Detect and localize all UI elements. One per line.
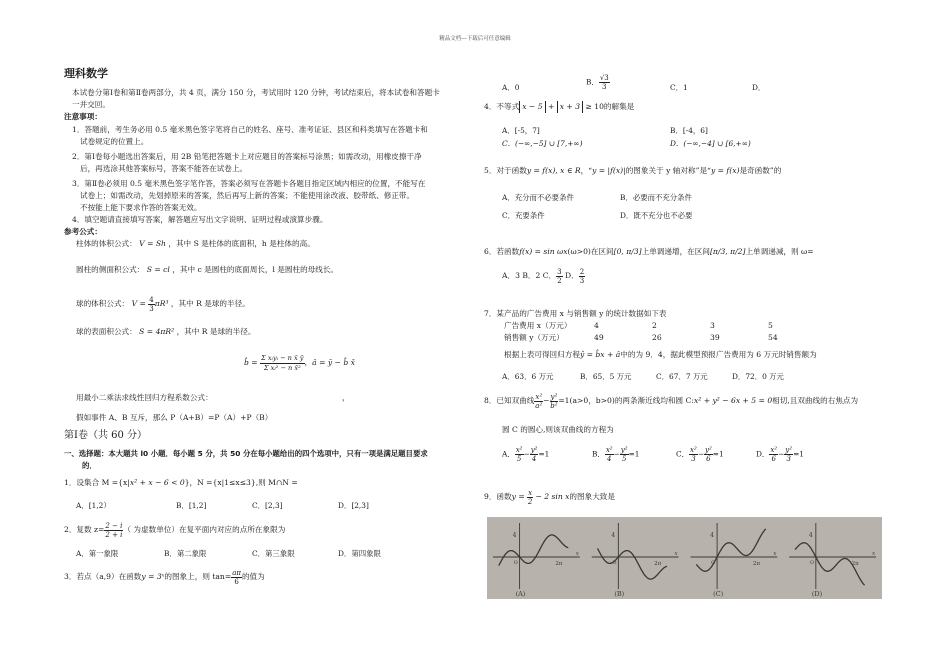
label: 2．复数 z= (64, 525, 105, 534)
axis-tick-label: 2π (555, 561, 563, 567)
question-8: 8．已知双曲线 $\frac{\text{x²}}{\text{a²}}$ − $\frac{\text{y²}}{\text{b²}}$ =1(a>0，b>0)的两条渐近线均和圆 C:x² + y² − 6x + 5 = 0相切,且双曲线的右焦点为 (484, 392, 859, 410)
operator: ≥ 10 (583, 102, 604, 111)
label: D． (756, 449, 770, 459)
axis-label: x (872, 551, 876, 557)
regression-label: 用最小二乘法求线性回归方程系数公式： (76, 393, 213, 402)
label: 9．函数 (484, 492, 512, 501)
notice-title: 注意事项： (64, 112, 102, 121)
q7-table-cell: 5 (768, 321, 773, 330)
fraction (620, 446, 629, 463)
label: =1(a>0，b>0) (558, 396, 615, 405)
q8-option-a: A． $\frac{\text{x²}}{5}$ − $\frac{\text{y²}}{4}$ =1 (502, 446, 550, 463)
question-6 (484, 242, 814, 262)
denominator: 2 + i (105, 530, 123, 539)
q3-option-c: C．1 (670, 83, 688, 92)
notice-item: 4．填空题请直接填写答案，解答题应写出文字说明、证明过程或演算步骤。 (72, 215, 328, 224)
q3-option-a: A．0 (502, 83, 520, 92)
label: 的图象大致是 (569, 492, 615, 501)
q7-table-cell: 26 (652, 333, 662, 342)
formula: S = 4πR² (139, 327, 175, 336)
q5-option-a: A．充分而不必要条件 (502, 193, 574, 202)
ref-sphere-area (76, 326, 255, 338)
label: A．3 B．2 C． (502, 271, 557, 280)
numerator: y² (785, 446, 793, 454)
numerator: √3 (599, 74, 609, 82)
label: 圆柱的侧面积公式： (76, 265, 145, 274)
q2-option-b: B．第二象限 (164, 549, 207, 558)
question-2 (64, 520, 285, 540)
notice-item: 2．第Ⅰ卷每小题选出答案后，用 2B 铅笔把答题卡上对应题目的答案标号涂黑；如需改动，用橡皮擦干净 (72, 152, 422, 161)
numerator: x² (605, 446, 613, 454)
denominator: 6 (234, 577, 239, 586)
axis-tick-label: 4 (611, 532, 616, 539)
axis-tick-label: 4 (512, 532, 517, 539)
numerator: Σ xᵢyᵢ − n x̄ ȳ (261, 353, 304, 362)
label: ，“ (580, 166, 593, 175)
question-5 (484, 165, 781, 177)
label: 3．若点（a,9）在函数 (64, 572, 142, 581)
axis-label: x (575, 551, 579, 557)
q2-option-d: D．第四象限 (338, 549, 381, 558)
interval: [π/3, π/2] (709, 247, 746, 256)
numerator: 4 (149, 295, 154, 304)
q7-table-cell: 54 (768, 333, 778, 342)
fraction (260, 354, 304, 373)
label: A． (502, 449, 515, 459)
label: 中的为 9．4，据此模型预报广告费用为 6 万元时销售额为 (620, 350, 817, 359)
label: D． (562, 271, 579, 280)
denominator: 2 (557, 276, 562, 285)
axis-tick-label: 4 (808, 532, 813, 539)
formula: − 2 sin x (533, 492, 570, 501)
q4-option-d: D．(−∞,−4] ∪ [6,+∞) (670, 139, 751, 148)
label: B． (592, 449, 605, 459)
label: 球的体积公式： (76, 299, 130, 308)
label: B． (586, 77, 599, 87)
regression-comma: ， (342, 393, 350, 402)
denominator: 3 (579, 276, 585, 285)
q7-option-a: A．63．6 万元 (502, 372, 554, 381)
q7-table-row-2-label: 销售额 y（万元） (504, 333, 564, 342)
label: 的值为 (241, 572, 265, 581)
q1-option-d: D．[2,3] (338, 501, 369, 510)
label: 是奇函数”的 (739, 166, 782, 175)
q3-option-b (586, 74, 610, 91)
numerator: y² (620, 446, 628, 454)
q8-option-c: C． $\frac{\text{x²}}{3}$ − $\frac{\text{y²}}{6}$ =1 (676, 446, 724, 463)
axis-tick-label: 2π (851, 561, 859, 567)
label: 8．已知双曲线 (484, 396, 535, 405)
q7-table-cell: 3 (710, 321, 715, 330)
axis-tick-label: 2π (752, 561, 761, 567)
origin-label: O (513, 560, 518, 566)
fraction (605, 446, 614, 463)
label: ，其中 S 是柱体的底面积，h 是柱体的高。 (168, 239, 315, 248)
q1-option-b: B．[1,2] (176, 501, 207, 510)
fraction (515, 446, 524, 463)
axis-label: x (674, 551, 678, 557)
formula: x² + x − 6 < 0 (129, 478, 185, 487)
label: 5．对于函数 (484, 166, 527, 175)
q6-options (502, 266, 585, 286)
notice-item: 试卷规定的位置上。 (80, 137, 149, 146)
formula: πR³ (154, 299, 169, 308)
q7-option-c: C．67．7 万元 (656, 372, 708, 381)
q5-option-d: D．既不充分也不必要 (620, 211, 693, 220)
notice-item: 后，再选涂其他答案标号，答案不能答在试卷上。 (80, 164, 248, 173)
q3-option-d: D． (752, 83, 766, 92)
label: 柱体的体积公式： (76, 239, 137, 248)
denominator: 3 (602, 83, 607, 91)
question-7: 7．某产品的广告费用 x 与销售额 y 的统计数据如下表 (484, 309, 667, 318)
part-one-title: 第Ⅰ卷（共 60 分） (64, 430, 148, 441)
label: ，其中 c 是圆柱的底面周长，l 是圆柱的母线长。 (172, 265, 339, 274)
label: 1．设集合 M ={x| (64, 478, 130, 487)
ref-cylinder-area (76, 264, 338, 276)
q8-option-b: B． $\frac{\text{x²}}{4}$ − $\frac{\text{y²}}{5}$ =1 (592, 446, 640, 463)
axis-tick-label: 4 (710, 532, 714, 539)
mc-intro-line-2: 的． (82, 461, 97, 470)
q7-table-cell: 4 (594, 321, 599, 330)
label: }，N ={x|1≤x≤3},则 M∩N = (184, 478, 298, 487)
label: 上单调递增，在区间 (641, 247, 710, 256)
q7-text (504, 349, 817, 361)
axis-tick-label: 2π (654, 561, 662, 567)
ref-sphere-volume (76, 294, 250, 314)
label: 4．不等式 (484, 102, 520, 111)
q8-text: 圆 C 的圆心,则该双曲线的方程为 (502, 425, 614, 434)
fraction (579, 268, 585, 285)
question-1 (64, 477, 298, 489)
label: C． (676, 449, 690, 459)
notice-item: 1．答题前，考生务必用 0.5 毫米黑色签字笔将自己的姓名、座号、准考证证、县区和科类填写在答题卡和 (72, 125, 428, 134)
q2-option-c: C．第三象限 (252, 549, 295, 558)
label: ，其中 R 是球的半径。 (170, 299, 250, 308)
formula: y = f(x) (710, 166, 740, 175)
q7-table-cell: 39 (710, 333, 720, 342)
origin-label: O (809, 560, 814, 566)
label: 的解集是 (603, 102, 635, 111)
label: (ω>0)在区间 (567, 247, 614, 256)
regression-formula (244, 352, 355, 374)
fraction (104, 522, 123, 539)
formula: f(x) = sin ωx (519, 247, 568, 256)
fraction (689, 446, 698, 463)
q5-option-b: B．必要而不充分条件 (620, 193, 692, 202)
label: 的图象关于 y 轴对称”是“ (625, 166, 711, 175)
label: ，其中 R 是球的半径。 (176, 327, 256, 336)
formula: x² + y² − 6x + 5 = 0 (693, 396, 773, 405)
formula: V = (131, 299, 149, 308)
q1-option-a: A．[1,2） (76, 501, 111, 510)
fraction (704, 446, 713, 463)
denominator: b² (550, 401, 558, 410)
fraction (784, 446, 793, 463)
fraction (599, 74, 610, 91)
fraction (231, 569, 242, 586)
formula: y = f(x), x ∈ R (526, 166, 581, 175)
mc-intro-line-1: 一、选择题：本大题共 l0 小题．每小题 5 分，共 50 分在每小题给出的四个选项中，只有一项是满足题目要求 (64, 449, 428, 458)
label: =1 (712, 449, 724, 459)
numerator: x (528, 488, 533, 497)
q1-option-c: C．[2,3] (252, 501, 283, 510)
numerator: x² (770, 446, 778, 454)
q7-table-cell: 49 (594, 333, 604, 342)
absolute-value: x − 5 (519, 101, 545, 113)
formula: y = |f(x)| (592, 166, 626, 175)
numerator: x² (515, 446, 523, 454)
denominator: 4 (531, 455, 537, 463)
q5-option-c: C．充要条件 (502, 211, 545, 220)
numerator: y² (550, 392, 558, 401)
fraction (534, 393, 543, 410)
formula: V = Sh (139, 239, 166, 248)
numerator: x² (690, 446, 697, 454)
denominator: 5 (516, 455, 522, 463)
graph-option-label: (B) (614, 590, 625, 598)
label: 上单调递减，则 ω= (745, 247, 814, 256)
operator: + (545, 102, 557, 111)
notice-item: 不按能上能下要求作答的答案无效。 (80, 203, 202, 212)
origin-label: O (612, 560, 617, 566)
label: 相切,且双曲线的右焦点为 (772, 396, 859, 405)
denominator: 6 (706, 455, 711, 463)
numerator: 3 (557, 267, 562, 276)
q9-graph-photo (487, 517, 882, 599)
formula: S = cl (146, 265, 170, 274)
q4-option-a: A．[-5，7] (502, 126, 540, 135)
label: 球的表面积公式： (76, 327, 137, 336)
graph-option-label: (D) (811, 590, 823, 598)
denominator: a² (535, 401, 543, 410)
denominator: Σ xᵢ² − n x̄² (263, 363, 301, 372)
ref-prism-volume (76, 238, 315, 250)
q4-option-c: C．(−∞,−5] ∪ [7,+∞) (502, 139, 583, 148)
label: 的两条渐近线均和圆 C: (614, 396, 694, 405)
numerator: x² (535, 392, 543, 401)
question-4 (484, 101, 634, 113)
numerator: aπ (232, 568, 241, 577)
q8-option-d: D． $\frac{\text{x²}}{6}$ − $\frac{\text{y²}}{3}$ =1 (756, 446, 804, 463)
graph-option-label: (C) (713, 590, 724, 598)
formula: y = 3ˣ (141, 572, 165, 581)
denominator: 5 (621, 455, 627, 463)
notice-item: 3．第Ⅱ卷必须用 0.5 毫米黑色签字笔作答，答案必须写在答题卡各题目指定区域内相应的位置，不能写在 (72, 179, 426, 188)
numerator: y² (530, 446, 538, 454)
denominator: 6 (771, 455, 776, 463)
label: 的图象上，则 tan= (164, 572, 232, 581)
denominator: 4 (606, 455, 612, 463)
fraction (769, 446, 778, 463)
numerator: 2 − i (105, 521, 123, 530)
origin-label: O (711, 560, 716, 566)
label: （ 为虚数单位）在复平面内对应的点所在象限为 (123, 525, 286, 534)
fraction (550, 393, 559, 410)
formula: ，â = ȳ − b̂ x̄ (304, 358, 355, 367)
label: 6．若函数 (484, 247, 520, 256)
label: =1 (628, 449, 640, 459)
q7-table-cell: 2 (652, 321, 657, 330)
page-watermark: 精品文档---下载后可任意编辑 (439, 36, 511, 42)
q7-option-b: B．65．5 万元 (580, 372, 632, 381)
photo-background (487, 517, 882, 599)
q7-option-d: D．72．0 万元 (732, 372, 784, 381)
question-3 (64, 566, 265, 588)
formula: b̂ = (244, 358, 261, 367)
absolute-value: x + 3 (557, 101, 583, 113)
notice-item: 试卷上；如需改动，先划掉原来的答案，然后再写上新的答案；不能使用涂改液、胶带纸、修正带。 (80, 191, 415, 200)
numerator: y² (705, 446, 712, 454)
label: 根据上表可得回归方程 (504, 350, 580, 359)
question-9 (484, 486, 615, 508)
label: =1 (793, 449, 804, 459)
ref-probability: 假如事件 A、B 互斥，那么 P（A+B）=P（A）+P（B） (76, 413, 273, 422)
denominator: 3 (786, 455, 791, 463)
q2-option-a: A．第一象限 (76, 549, 119, 558)
intro-line-1: 本试卷分第Ⅰ卷和第Ⅱ卷两部分，共 4 页，满分 150 分，考试用时 120 分钟，考试结束后，将本试卷和答题卡 (72, 88, 440, 97)
exam-title: 理科数学 (64, 67, 108, 80)
denominator: 3 (691, 455, 696, 463)
formula: ŷ = b̂x + â (579, 350, 621, 359)
denominator: 3 (149, 304, 154, 313)
label: =1 (538, 449, 550, 459)
numerator: 2 (579, 267, 585, 276)
q7-table-row-1-label: 广告费用 x（万元） (504, 321, 572, 330)
graph-option-label: (A) (515, 590, 526, 598)
reference-formulas-title: 参考公式： (64, 227, 102, 236)
formula: y = (511, 492, 528, 501)
intro-line-2: 一并交回。 (72, 100, 110, 109)
axis-label: x (773, 551, 777, 557)
denominator: 2 (527, 497, 533, 506)
interval: [0, π/3] (613, 247, 642, 256)
q4-option-b: B．[-4，6] (670, 126, 708, 135)
